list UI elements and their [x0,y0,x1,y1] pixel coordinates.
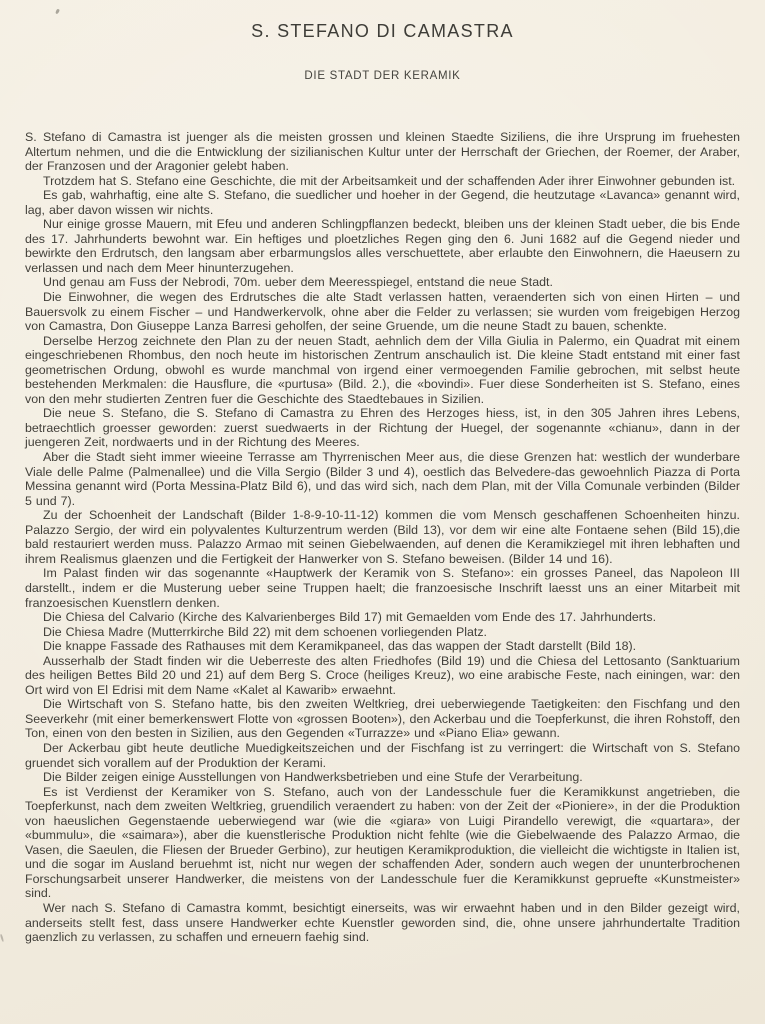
page-title: S. STEFANO DI CAMASTRA [251,21,514,41]
paragraph: Und genau am Fuss der Nebrodi, 70m. ueber dem Meeresspiegel, entstand die neue Stadt. [43,275,553,290]
paragraph: S. Stefano di Camastra ist juenger als die meisten grossen und kleinen Staedte Siziliens, die ihre Ursprung im fruehesten Altertum nehmen, und die die Entwicklung der sizilianischen Kultur unter der Herrschaft der Griechen, der Roemer, der Araber, der Franzosen und der Aragonier gelebt haben. [25,130,740,174]
document-body [25,130,740,945]
paragraph: Zu der Schoenheit der Landschaft (Bilder 1-8-9-10-11-12) kommen die vom Mensch geschaffenen Schoenheiten hinzu. Palazzo Sergio, der wird ein polyvalentes Kulturzentrum werden (Bild 13), vor dem wir eine alte Fontaene sehen (Bild 15),die bald restauriert werden muss. Palazzo Armao mit seinen Giebelwaenden, auf denen die Keramikziegel mit ihren lebhaften und ihrem Realismus glaenzen und die Fertigkeit der Hanwerker von S. Stefano beweisen. (Bilder 14 und 16). [25,508,740,566]
paragraph: Die neue S. Stefano, die S. Stefano di Camastra zu Ehren des Herzoges hiess, ist, in den 305 Jahren ihres Lebens, betraechtlich groesser geworden: zuerst suedwaerts in der Richtung der Huegel, der sogenannte «chianu», dann in der juengeren Zeit, nordwaerts und in der Richtung des Meeres. [25,406,740,450]
paragraph: Aber die Stadt sieht immer wieeine Terrasse am Thyrrenischen Meer aus, die diese Grenzen hat: westlich der wunderbare Viale delle Palme (Palmenallee) und die Villa Sergio (Bilder 3 und 4), oestlich das Belvedere-das gewoehnlich Piazza di Porta Messina genannt wird (Porta Messina-Platz Bild 6), und das wird sich, nach dem Plan, mit der Villa Comunale verbinden (Bilder 5 und 7). [25,450,740,508]
paragraph: Die knappe Fassade des Rathauses mit dem Keramikpaneel, das das wappen der Stadt darstellt (Bild 18). [43,639,637,654]
paragraph: Die Einwohner, die wegen des Erdrutsches die alte Stadt verlassen hatten, veraenderten sich von einen Hirten – und Bauersvolk zu einem Fischer – und Handwerkervolk, ohne aber die Felder zu verlassen; sie wurden vom freigebigen Herzog von Camastra, Don Giuseppe Lanza Barresi geholfen, der seine Gruende, um die neune Stadt zu bauen, schenkte. [25,290,740,334]
page-subtitle: DIE STADT DER KERAMIK [304,70,461,82]
paragraph: Es ist Verdienst der Keramiker von S. Stefano, auch von der Landesschule fuer die Keramikkunst angetrieben, die Toepferkunst, nach dem zweiten Weltkrieg, gruendilich veraendert zu haben: von der Zeit der «Pioniere», in der die Produktion von haeuslichen Gegenstaende ueberwiegend war (wie die «giara» von Luigi Pirandello verewigt, die «quartara», der «bummulu», die «saimara»), aber die kuenstlerische Produktion nicht fehlte (wie die Giebelwaende des Palazzo Armao, die Vasen, die Saeulen, die Fliesen der Brueder Gerbino), zur heutigen Keramikproduktion, die vielleicht die wichtigste in Italien ist, und die sogar im Ausland beruehmt ist, nicht nur wegen der schaffenden Ader, sondern auch wegen der ununterbrochenen Forschungsarbeit unserer Handwerker, die meistens von der Landesschule fuer die Keramikkunst gepruefte «Kunstmeister» sind. [25,784,740,901]
paragraph: Trotzdem hat S. Stefano eine Geschichte, die mit der Arbeitsamkeit und der schaffenden Ader ihrer Einwohner gebunden ist. [43,173,736,188]
paragraph: Die Bilder zeigen einige Ausstellungen von Handwerksbetrieben und eine Stufe der Verarbeitung. [43,770,583,785]
paragraph: Die Chiesa Madre (Mutterrkirche Bild 22) mit dem schoenen vorliegenden Platz. [43,624,487,639]
paragraph: Es gab, wahrhaftig, eine alte S. Stefano, die suedlicher und hoeher in der Gegend, die heutzutage «Lavanca» genannt wird, lag, aber davon wissen wir nichts. [25,188,740,217]
paragraph: Nur einige grosse Mauern, mit Efeu und anderen Schlingpflanzen bedeckt, bleiben uns der kleinen Stadt ueber, die bis Ende des 17. Jahrhunderts bewohnt war. Ein heftiges und ploetzliches Regen ging den 6. Juni 1682 auf die Gegend nieder und bewirkte den Erdrutsch, den langsam aber erbarmungslos alles verschuettete, aber erlaubte den Einwohnern, die Haeusern zu verlassen und nach dem Meer hinunterzugehen. [25,217,740,275]
scan-speck [0,934,4,942]
paragraph: Wer nach S. Stefano di Camastra kommt, besichtigt einerseits, was wir erwaehnt haben und in den Bilder gezeigt wird, anderseits stellt fest, dass unsere Handwerker echte Kuenstler geworden sind, die, ohne unsere jahrhundertalte Tradition gaenzlich zu verlassen, zu schaffen und erneuern faehig sind. [25,900,740,945]
paragraph: Die Wirtschaft von S. Stefano hatte, bis den zweiten Weltkrieg, drei ueberwiegende Taetigkeiten: den Fischfang und den Seeverkehr (mit einer bemerkenswert Flotte von «grossen Booten»), den Ackerbau und die Toepferkunst, die ihren Rohstoff, den Ton, einen von den besten in Sizilien, aus den Gegenden «Turrazze» und «Piano Elia» gewann. [25,697,740,741]
paragraph: Die Chiesa del Calvario (Kirche des Kalvarienberges Bild 17) mit Gemaelden vom Ende des 17. Jahrhunderts. [43,610,657,625]
paragraph: Der Ackerbau gibt heute deutliche Muedigkeitszeichen und der Fischfang ist zu verringert: die Wirtschaft von S. Stefano gruendet sich vorallem auf der Produktion der Kerami. [25,740,740,770]
paragraph: Ausserhalb der Stadt finden wir die Ueberreste des alten Friedhofes (Bild 19) und die Chiesa del Lettosanto (Sanktuarium des heiligen Bettes Bild 20 und 21) auf dem Berg S. Croce (heiliges Kreuz), wo eine arabische Feste, nach einingen, war: den Ort wird von El Edrisi mit dem Name «Kalet al Kawarib» erwaehnt. [25,653,740,697]
paragraph: Derselbe Herzog zeichnete den Plan zu der neuen Stadt, aehnlich dem der Villa Giulia in Palermo, ein Quadrat mit einem eingeschriebenen Rhombus, den noch heute im historischen Zentrum anschaulich ist. Die kleine Stadt entstand mit einer fast geometrischen Ordung, obwohl es wurde manchmal von irgend einer vermoegenden Familie gebrochen, mit selbst heute bestehenden Merkmalen: die Hausflure, die «purtusa» (Bild. 2.), die «bovindi». Fuer diese Sonderheiten ist S. Stefano, eines von den mehr studierten Zentren fuer die Geschichte des Staedtebaues in Sizilien. [25,333,740,406]
paragraph: Im Palast finden wir das sogenannte «Hauptwerk der Keramik von S. Stefano»: ein grosses Paneel, das Napoleon III darstellt., indem er die Musterung ueber seine Truppen haelt; die franzoesische Inschrift laesst uns an einer Mitarbeit mit franzoesischen Kuenstlern denken. [25,566,740,610]
